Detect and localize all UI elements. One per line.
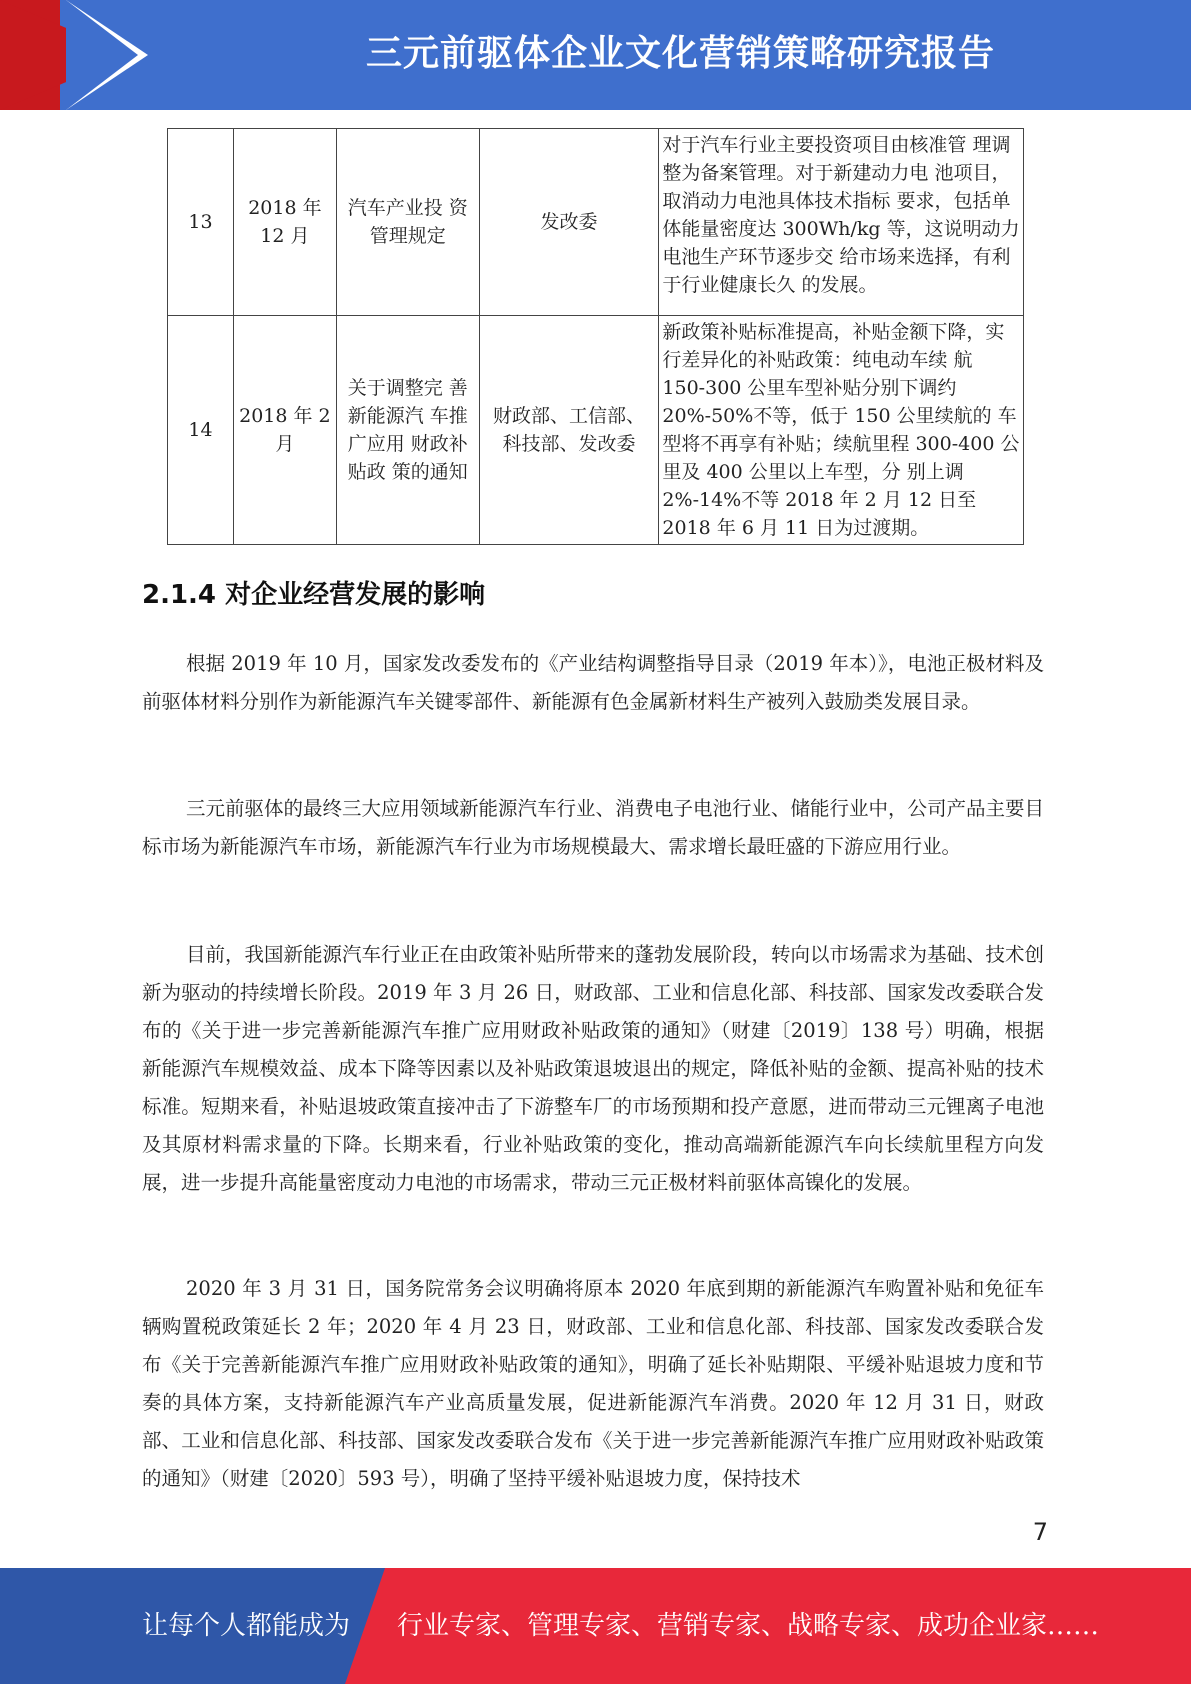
page-footer (0, 1568, 1191, 1684)
row-number: 13 (168, 129, 234, 316)
section-heading: 2.1.4 对企业经营发展的影响 (142, 580, 486, 610)
row-department: 财政部、工信部、科技部、发改委 (479, 316, 659, 545)
page-header (0, 0, 1191, 110)
paragraph: 目前，我国新能源汽车行业正在由政策补贴所带来的蓬勃发展阶段，转向以市场需求为基础、技术创新为驱动的持续增长阶段。2019 年 3 月 26 日，财政部、工业和信息化部、科技部、国家发改委联合发布的《关于进一步完善新能源汽车推广应用财政补贴政策的通知》（财建〔2019〕138 号）明确，根据新能源汽车规模效益、成本下降等因素以及补贴政策退坡退出的规定，降低补贴的金额、提高补贴的技术标准。短期来看，补贴退坡政策直接冲击了下游整车厂的市场预期和投产意愿，进而带动三元锂离子电池及其原材料需求量的下降。长期来看，行业补贴政策的变化，推动高端新能源汽车向长续航里程方向发展，进一步提升高能量密度动力电池的市场需求，带动三元正极材料前驱体高镍化的发展。 (142, 943, 1045, 1194)
paragraph: 根据 2019 年 10 月，国家发改委发布的《产业结构调整指导目录（2019 年本）》，电池正极材料及前驱体材料分别作为新能源汽车关键零部件、新能源有色金属新材料生产被列入鼓励类发展目录。 (142, 652, 1044, 713)
paragraph: 2020 年 3 月 31 日，国务院常务会议明确将原本 2020 年底到期的新能源汽车购置补贴和免征车辆购置税政策延长 2 年；2020 年 4 月 23 日，财政部、工业和信息化部、科技部、国家发改委联合发布《关于完善新能源汽车推广应用财政补贴政策的通知》，明确了延长补贴期限、平缓补贴退坡力度和节奏的具体方案，支持新能源汽车产业高质量发展，促进新能源汽车消费。2020 年 12 月 31 日，财政部、工业和信息化部、科技部、国家发改委联合发布《关于进一步完善新能源汽车推广应用财政补贴政策的通知》（财建〔2020〕593 号），明确了坚持平缓补贴退坡力度，保持技术 (142, 1277, 1044, 1490)
table-row (168, 129, 1024, 316)
footer-slogan-right: 行业专家、管理专家、营销专家、战略专家、成功企业家…… (397, 1611, 1100, 1641)
row-date: 2018 年 12 月 (233, 129, 336, 316)
row-policy-name: 关于调整完 善新能源汽 车推广应用 财政补贴政 策的通知 (336, 316, 479, 545)
policy-table (167, 128, 1024, 545)
paragraph: 三元前驱体的最终三大应用领域新能源汽车行业、消费电子电池行业、储能行业中，公司产品主要目标市场为新能源汽车市场，新能源汽车行业为市场规模最大、需求增长最旺盛的下游应用行业。 (142, 797, 1045, 858)
footer-slogan-left: 让每个人都能成为 (142, 1611, 351, 1641)
header-blue-chevron (66, 0, 138, 110)
report-title: 三元前驱体企业文化营销策略研究报告 (365, 33, 995, 74)
page-number: 7 (1032, 1518, 1048, 1546)
row-content: 对于汽车行业主要投资项目由核准管 理调整为备案管理。对于新建动力电 池项目，取消动力电池具体技术指标 要求，包括单体能量密度达 300Wh/kg 等，这说明动力电池生产环节逐步交 给市场来选择，有利于行业健康长久 的发展。 (659, 129, 1024, 316)
row-policy-name: 汽车产业投 资管理规定 (336, 129, 479, 316)
table-row (168, 316, 1024, 545)
row-number: 14 (168, 316, 234, 545)
row-department: 发改委 (479, 129, 659, 316)
row-date: 2018 年 2 月 (233, 316, 336, 545)
row-content: 新政策补贴标准提高，补贴金额下降，实行差异化的补贴政策：纯电动车续 航 150-300 公里车型补贴分别下调约 20%-50%不等，低于 150 公里续航的 车型将不再享有补贴；续航里程 300-400 公里及 400 公里以上车型，分 别上调 2%-14%不等 2018 年 2 月 12 日至 2018 年 6 月 11 日为过渡期。 (659, 316, 1024, 545)
footer-blue-slant (345, 1568, 385, 1684)
